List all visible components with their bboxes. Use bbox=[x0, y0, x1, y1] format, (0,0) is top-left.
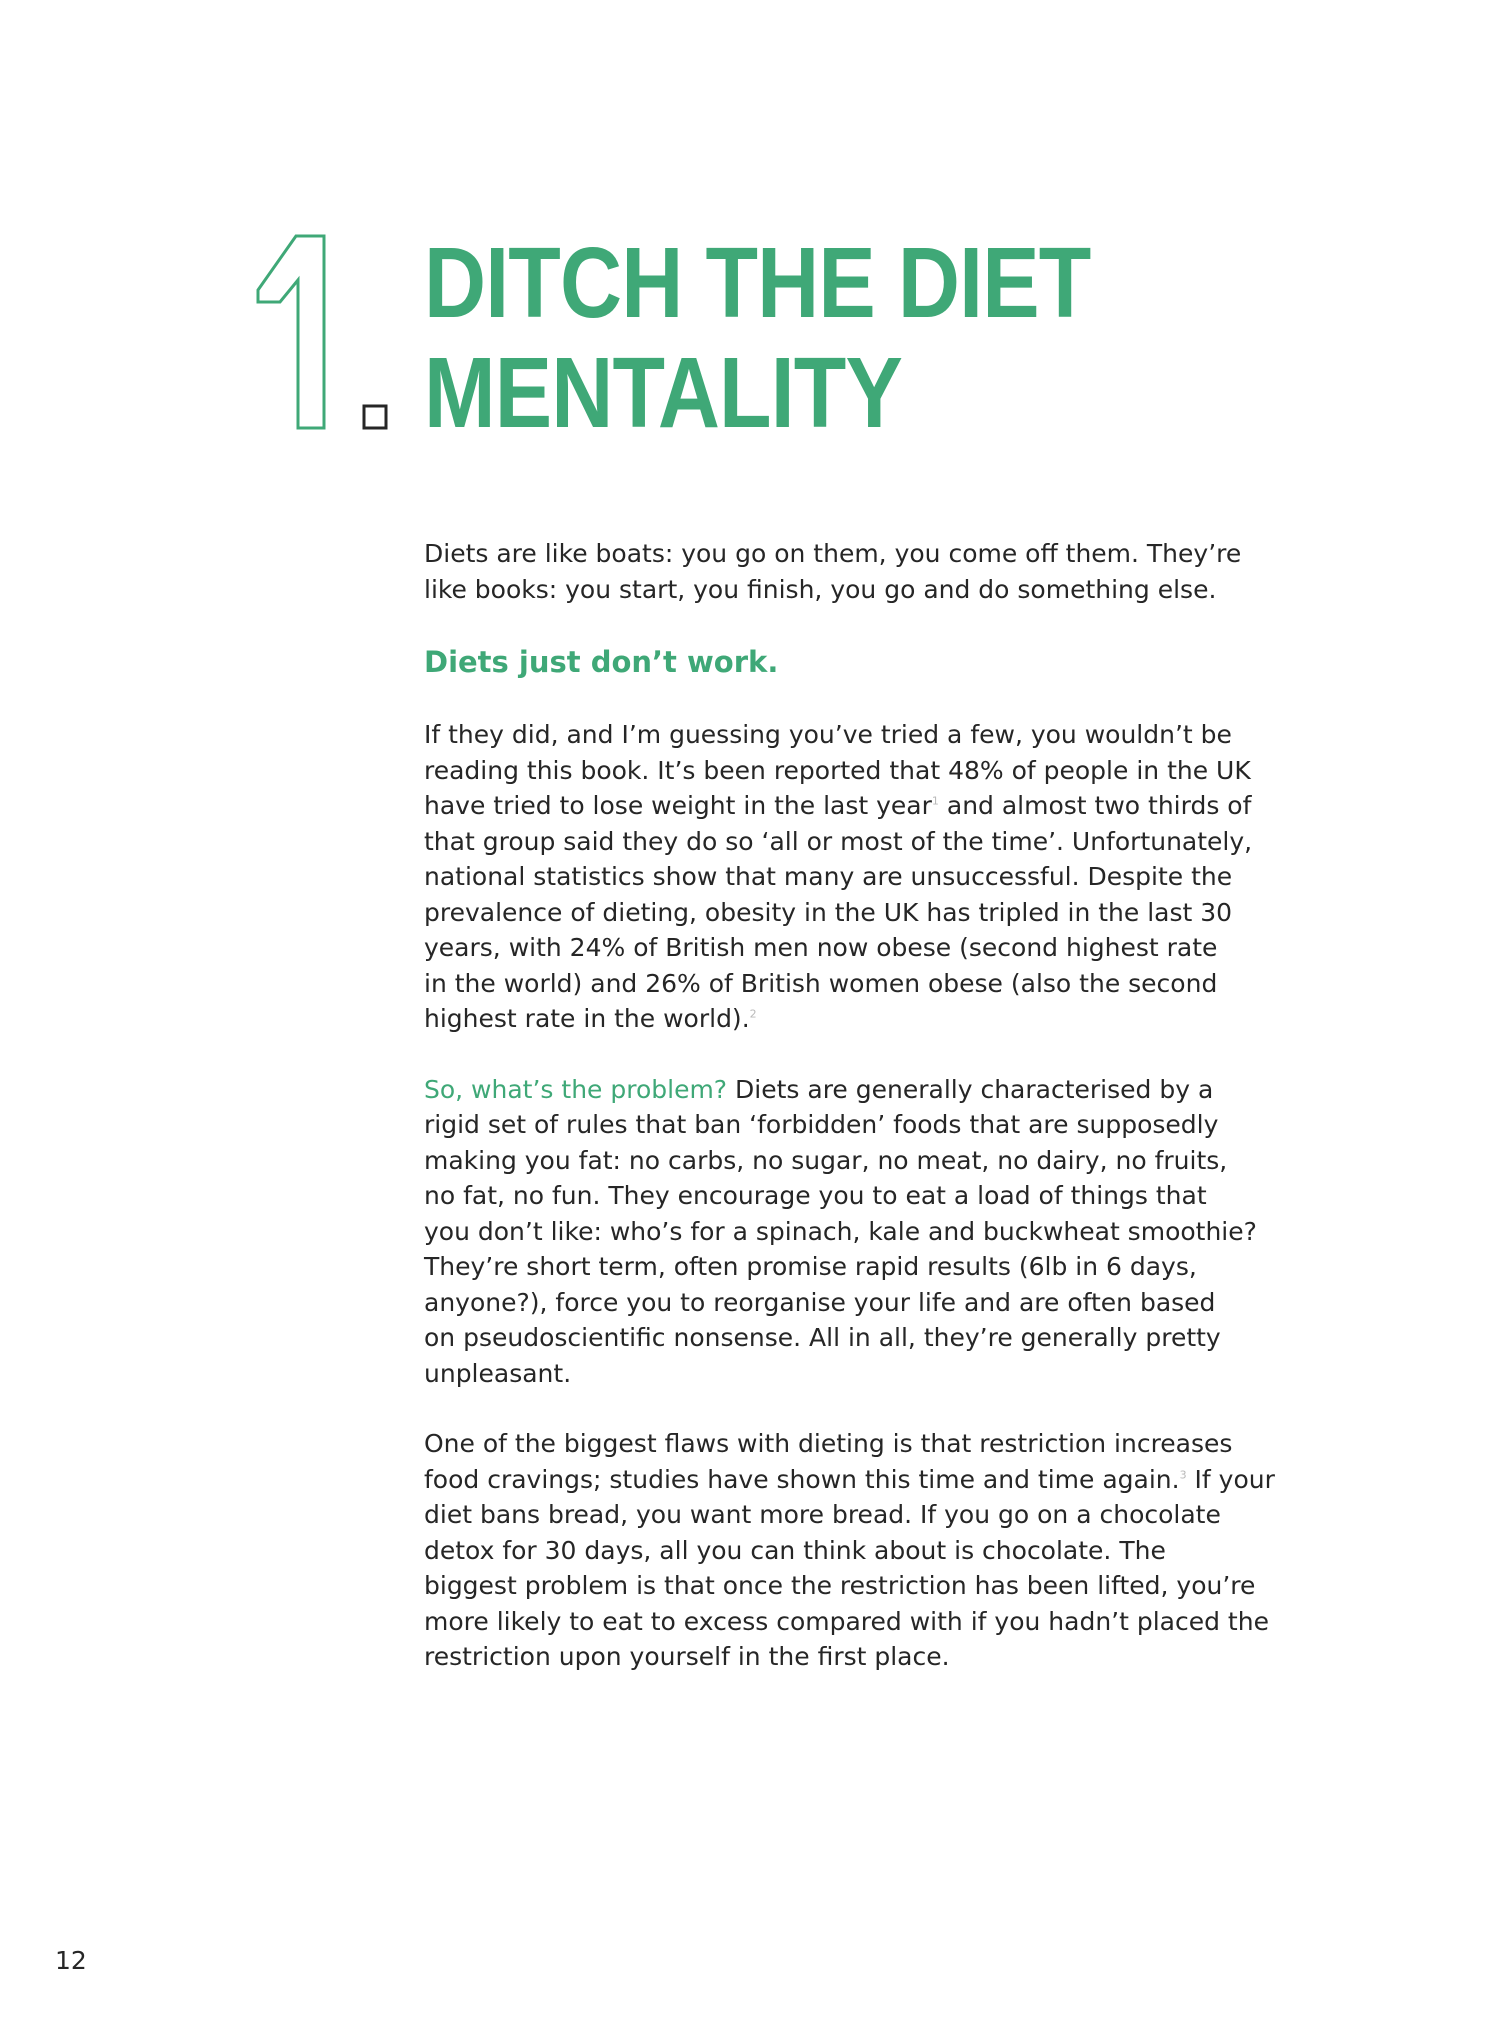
chapter-title bbox=[424, 228, 1090, 448]
paragraph-statistics-part-1: If they did, and I’m guessing you’ve tried a few, you wouldn’t be reading this book. It’s been reported that 48% of people in the UK have tried to lose weight in the last year bbox=[424, 720, 1251, 820]
intro-paragraph: Diets are like boats: you go on them, you come off them. They’re like books: you start, you finish, you go and do something else. bbox=[424, 539, 1242, 604]
footnote-ref-1: 1 bbox=[931, 794, 939, 808]
paragraph-restriction bbox=[424, 1426, 1304, 1675]
paragraph-statistics-part-2: and almost two thirds of that group said they do so ‘all or most of the time’. Unfortunately, national statistics show that many are unsuccessful. Despite the prevalence of dieting, obesity in the UK has tripled in the last 30 years, with 24% of British men now obese (second highest rate in the world) and 26% of British women obese (also the second highest rate in the world). bbox=[424, 791, 1253, 1033]
section-lead-heading: Diets just don’t work. bbox=[424, 645, 779, 679]
chapter-body bbox=[424, 536, 1304, 1710]
paragraph-restriction-part-2: If your diet bans bread, you want more bread. If you go on a chocolate detox for 30 days, all you can think about is chocolate. The biggest problem is that once the restriction has been lifted, you’re more likely to eat to excess compared with if you hadn’t placed the restriction upon yourself in the first place. bbox=[424, 1464, 1275, 1671]
paragraph-problem-lead-in: So, what’s the problem? bbox=[424, 1074, 728, 1104]
paragraph-problem bbox=[424, 1072, 1304, 1392]
page-number: 12 bbox=[55, 1946, 87, 1975]
paragraph-statistics bbox=[424, 717, 1304, 1037]
paragraph-restriction-part-1: One of the biggest flaws with dieting is that restriction increases food cravings; studies have shown this time and time again. bbox=[424, 1429, 1233, 1494]
footnote-ref-3: 3 bbox=[1179, 1468, 1187, 1482]
chapter-title-line-1: DITCH THE DIET bbox=[424, 227, 1091, 339]
footnote-ref-2: 2 bbox=[749, 1007, 757, 1021]
chapter-number-numeral bbox=[250, 228, 390, 438]
chapter-title-line-2: MENTALITY bbox=[424, 337, 902, 449]
paragraph-problem-text: Diets are generally characterised by a rigid set of rules that ban ‘forbidden’ foods that are supposedly making you fat: no carbs, no sugar, no meat, no dairy, no fruits, no fat, no fun. They encourage you to eat a load of things that you don’t like: who’s for a spinach, kale and buckwheat smoothie? They’re short term, often promise rapid results (6lb in 6 days, anyone?), force you to reorganise your life and are often based on pseudoscientific nonsense. All in all, they’re generally pretty unpleasant. bbox=[424, 1074, 1257, 1388]
